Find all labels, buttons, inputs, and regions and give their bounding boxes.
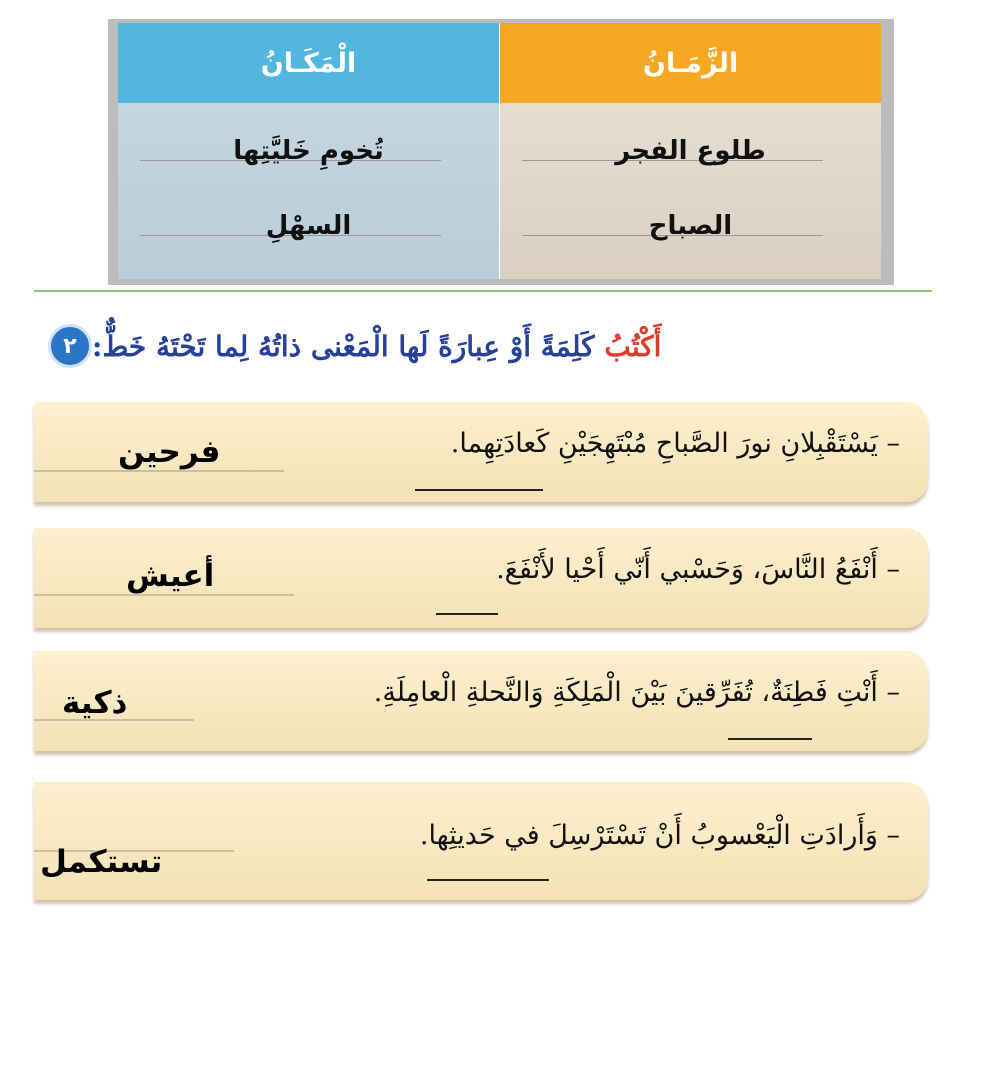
question-line: [34, 318, 931, 374]
exercise-sentence-3: – أَنْتِ فَطِنَةٌ، تُفَرِّقينَ بَيْنَ الْمَلِكَةِ وَالنَّحلةِ الْعامِلَةِ.: [373, 677, 900, 708]
place-cell-1: تُخومِ خَليَّتِها: [118, 126, 499, 176]
exercise-sentence-2: – أَنْفَعُ النَّاسَ، وَحَسْبي أَنّي أَحْيا لأَنْفَعَ.: [496, 554, 900, 585]
place-cell-2: السهْلِ: [118, 201, 499, 251]
answer-4: تستكمل: [40, 844, 163, 880]
time-cell-2: الصباح: [500, 201, 881, 251]
answer-line-1: [34, 470, 284, 472]
exercise-strip-1: [34, 402, 928, 502]
place-column: [118, 23, 500, 279]
place-header: الْمَكَـانُ: [118, 23, 499, 103]
answer-2: أعيش: [126, 558, 215, 594]
answer-3: ذكية: [62, 685, 128, 721]
time-header: الزَّمَـانُ: [500, 23, 881, 103]
exercise-strip-2: [34, 528, 928, 628]
question-verb: أَكْتُبُ: [604, 329, 662, 363]
exercise-strip-4: [34, 782, 928, 900]
answer-line-2: [34, 594, 294, 596]
answer-1: فرحين: [118, 434, 221, 470]
question-text: [92, 330, 661, 363]
section-divider: [34, 290, 932, 292]
underline-mark-3: [728, 738, 812, 740]
question-instruction: كَلِمَةً أَوْ عِبارَةً لَها الْمَعْنى ذاتُهُ لِما تَحْتَهُ خَطٌّ:: [92, 329, 595, 363]
underline-mark-4: [427, 879, 549, 881]
exercise-sentence-4: – وَأَرادَتِ الْيَعْسوبُ أَنْ تَسْتَرْسِلَ في حَديثِها.: [419, 820, 900, 851]
underline-mark-1: [415, 489, 543, 491]
question-number-badge: ٢: [48, 324, 92, 368]
time-cell-1: طلوع الفجر: [500, 126, 881, 176]
exercise-strip-3: [34, 651, 928, 751]
underline-mark-2: [436, 613, 498, 615]
time-column: [500, 23, 881, 279]
time-place-table: [108, 19, 894, 285]
exercise-sentence-1: – يَسْتَقْبِلانِ نورَ الصَّباحِ مُبْتَهِجَيْنِ كَعادَتِهِما.: [450, 428, 900, 459]
